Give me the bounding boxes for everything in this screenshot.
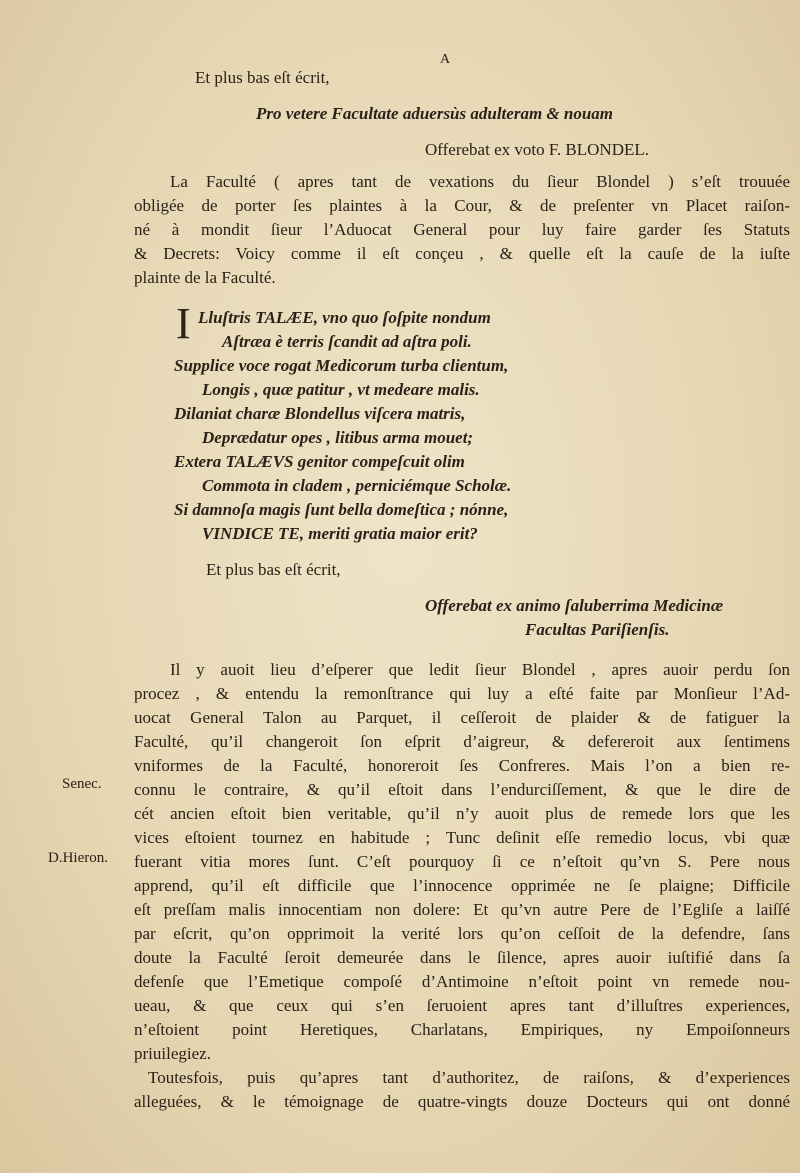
poem-line: Longis , quæ patitur , vt medeare malis. [202,380,480,399]
text-line: Faculté, qu’il changeroit ſon eſprit d’aigreur, & defereroit aux ſentimens [134,732,790,751]
text-line: vices eſtoient tournez en habitude ; Tunc deſinit eſſe remedio locus, vbi quæ [134,828,790,847]
text-line: uocat General Talon au Parquet, il ceſſeroit de plaider & de fatiguer la [134,708,790,727]
poem-line: Dilaniat charæ Blondellus viſcera matris, [174,404,466,423]
poem-line: Extera TALÆVS genitor compeſcuit olim [174,452,465,471]
text-line: vniformes de la Faculté, honoreroit ſes Confreres. Mais l’on a bien re- [134,756,790,775]
drop-cap: I [176,299,191,348]
text-line: plainte de la Faculté. [134,268,276,287]
signature-mark: A [440,52,451,67]
poem-line: VINDICE TE, meriti gratia maior erit? [202,524,478,543]
margin-note: D.Hieron. [48,850,108,866]
text-line: cét ancien eſtoit bien veritable, qu’il n’y auoit plus de remede lors que les [134,804,790,823]
text-line: alleguées, & le témoignage de quatre-vingts douze Docteurs qui ont donné [134,1092,790,1111]
text-line: Facultas Pariſienſis. [525,620,670,639]
text-line: par eſcrit, qu’on opprimoit la verité lors qu’on ceſſoit de la defendre, ſans [134,924,790,943]
text-line: Offerebat ex animo ſaluberrima Medicinæ [425,596,724,615]
text-line: connu le contraire, & qu’il eſtoit dans l’endurciſſement, & que le dire de [134,780,790,799]
poem-line: Commota in cladem , perniciémque Scholæ. [202,476,512,495]
text-line: obligée de porter ſes plaintes à la Cour, & de preſenter vn Placet raiſon- [134,196,790,215]
text-line: Pro vetere Facultate aduersùs adulteram & nouam [256,104,614,123]
text-line: eſt preſſam malis innocentiam non dolere: Et qu’vn autre Pere de l’Egliſe a laiſſé [134,900,790,919]
text-line: priuilegiez. [134,1044,211,1063]
text-line: defenſe que l’Emetique compoſé d’Antimoine n’eſtoit point vn remede nou- [134,972,790,991]
text-line: ueau, & que ceux qui s’en ſeruoient apres tant d’illuſtres experiences, [134,996,790,1015]
text-line: Offerebat ex voto F. BLONDEL. [425,140,649,159]
poem-line: Supplice voce rogat Medicorum turba clientum, [174,356,509,375]
text-line: Et plus bas eſt écrit, [206,560,341,579]
poem-line: Lluſtris TALÆE, vno quo ſoſpite nondum [198,308,491,327]
text-line: procez , & entendu la remonſtrance qui luy a eſté faite par Monſieur l’Ad- [134,684,790,703]
text-line: apprend, qu’il eſt difficile que l’innocence opprimée ne ſe plaigne; Difficile [134,876,790,895]
margin-note: Senec. [62,776,102,792]
text-line: n’eſtoient point Heretiques, Charlatans, Empiriques, ny Empoiſonneurs [134,1020,790,1039]
text-line: La Faculté ( apres tant de vexations du ſieur Blondel ) s’eſt trouuée [170,172,790,191]
poem-line: Si damnoſa magis ſunt bella domeſtica ; nónne, [174,500,509,519]
text-line: Il y auoit lieu d’eſperer que ledit ſieur Blondel , apres auoir perdu ſon [170,660,790,679]
text-line: doute la Faculté ſeroit demeurée dans le ſilence, apres auoir iuſtifié dans ſa [134,948,790,967]
poem-line: Deprædatur opes , litibus arma mouet; [202,428,474,447]
text-line: né à mondit ſieur l’Aduocat General pour luy faire garder ſes Statuts [134,220,790,239]
text-line: Toutesfois, puis qu’apres tant d’authoritez, de raiſons, & d’experiences [148,1068,790,1087]
text-line: fuerant vitia mores ſunt. C’eſt pourquoy ſi ce n’eſtoit qu’vn S. Pere nous [134,852,790,871]
text-line: & Decrets: Voicy comme il eſt conçeu , & quelle eſt la cauſe de la iuſte [134,244,790,263]
text-line: Et plus bas eſt écrit, [195,68,330,87]
poem-line: Aſtræa è terris ſcandit ad aſtra poli. [222,332,472,351]
